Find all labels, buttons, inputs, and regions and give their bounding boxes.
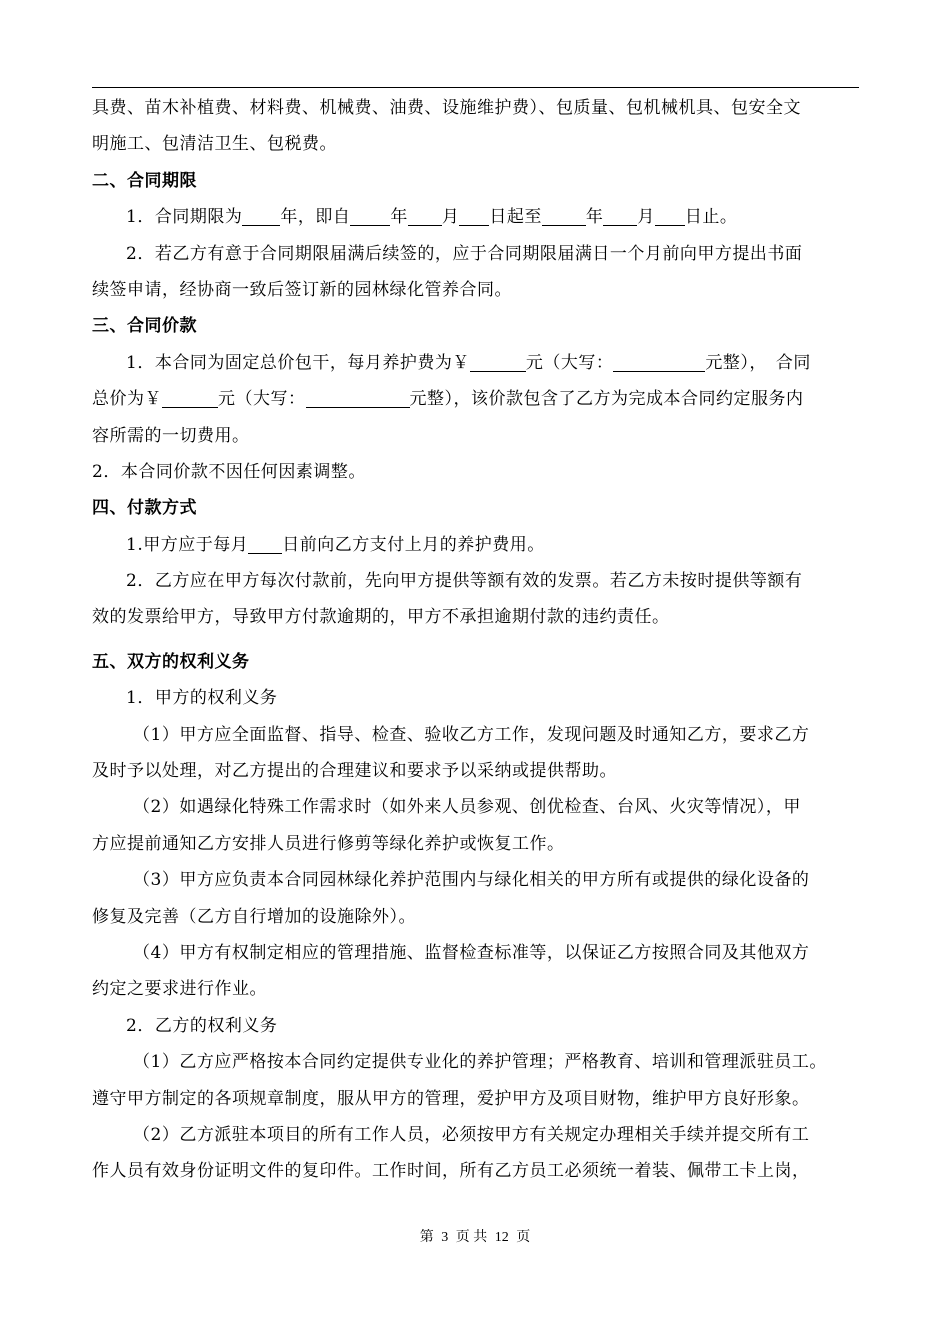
blank-total-price	[162, 385, 218, 408]
party-b-clause-2-line-1: （2）乙方派驻本项目的所有工作人员，必须按甲方有关规定办理相关手续并提交所有工	[133, 1124, 810, 1145]
text: 元整）， 合同	[705, 352, 811, 373]
page-footer	[0, 1226, 950, 1246]
blank-monthly-fee	[470, 349, 526, 372]
text: 1.甲方应于每月	[126, 534, 249, 555]
text: 日起至	[489, 207, 542, 228]
price-item-1-line-3: 容所需的一切费用。	[92, 425, 250, 446]
contract-term-item-2-line-1: 2．若乙方有意于合同期限届满后续签的，应于合同期限届满日一个月前向甲方提出书面	[126, 243, 803, 264]
text: 1．本合同为固定总价包干，每月养护费为￥	[126, 352, 470, 373]
payment-item-2-line-2: 效的发票给甲方，导致甲方付款逾期的，甲方不承担逾期付款的违约责任。	[92, 607, 670, 628]
total-pages-number: 12	[494, 1230, 509, 1245]
blank-total-price-words	[306, 385, 410, 408]
section-heading-rights-obligations: 五、双方的权利义务	[92, 651, 250, 672]
text: 元（大写：	[525, 352, 614, 373]
party-a-rights-heading: 1．甲方的权利义务	[126, 688, 278, 709]
text: 年	[390, 207, 408, 228]
text: 元整），该价款包含了乙方为完成本合同约定服务内	[409, 389, 804, 410]
section-heading-contract-term: 二、合同期限	[92, 170, 197, 191]
party-a-clause-2-line-2: 方应提前通知乙方安排人员进行修剪等绿化养护或恢复工作。	[92, 833, 565, 854]
text: 1．合同期限为	[126, 207, 243, 228]
current-page-number: 3	[441, 1230, 449, 1245]
footer-label-end: 页	[516, 1230, 531, 1245]
footer-label-page: 第	[419, 1230, 434, 1245]
party-a-clause-3-line-2: 修复及完善（乙方自行增加的设施除外）。	[92, 906, 416, 927]
party-a-clause-4-line-1: （4）甲方有权制定相应的管理措施、监督检查标准等，以保证乙方按照合同及其他双方	[133, 942, 810, 963]
party-b-clause-2-line-2: 作人员有效身份证明文件的复印件。工作时间，所有乙方员工必须统一着装、佩带工卡上岗，	[92, 1161, 810, 1182]
blank-end-year	[542, 203, 586, 226]
price-item-1-line-1	[92, 345, 859, 381]
party-a-clause-1-line-2: 及时予以处理，对乙方提出的合理建议和要求予以采纳或提供帮助。	[92, 761, 617, 782]
party-a-clause-1-line-1: （1）甲方应全面监督、指导、检查、验收乙方工作，发现问题及时通知乙方，要求乙方	[133, 724, 810, 745]
header-rule	[92, 87, 859, 88]
continued-text-line-1: 具费、苗木补植费、材料费、机械费、油费、设施维护费）、包质量、包机械机具、包安全文	[92, 98, 801, 118]
text: 年	[585, 207, 604, 228]
text: 元（大写：	[218, 389, 306, 410]
party-b-clause-1-line-1: （1）乙方应严格按本合同约定提供专业化的养护管理；严格教育、培训和管理派驻员工。	[133, 1052, 827, 1073]
text: 年，即自	[280, 207, 351, 228]
party-b-rights-heading: 2．乙方的权利义务	[126, 1015, 278, 1036]
party-b-clause-1-line-2: 遵守甲方制定的各项规章制度，服从甲方的管理，爱护甲方及项目财物，维护甲方良好形象。	[92, 1088, 810, 1109]
text: 总价为￥	[92, 389, 162, 410]
blank-start-month	[408, 203, 442, 226]
blank-end-month	[603, 203, 637, 226]
payment-item-1	[92, 527, 859, 563]
text: 日前向乙方支付上月的养护费用。	[282, 534, 545, 555]
blank-years	[242, 203, 280, 226]
page-content	[92, 90, 859, 1190]
blank-start-day	[459, 203, 489, 226]
party-a-clause-4-line-2: 约定之要求进行作业。	[92, 979, 267, 1000]
blank-monthly-fee-words	[613, 349, 705, 372]
blank-start-year	[350, 203, 390, 226]
party-a-clause-3-line-1: （3）甲方应负责本合同园林绿化养护范围内与绿化相关的甲方所有或提供的绿化设备的	[133, 870, 810, 891]
text: 月	[441, 207, 460, 228]
price-item-2: 2．本合同价款不因任何因素调整。	[92, 461, 366, 482]
party-a-clause-2-line-1: （2）如遇绿化特殊工作需求时（如外来人员参观、创优检查、台风、火灾等情况），甲	[133, 797, 801, 818]
text: 日止。	[684, 207, 738, 228]
payment-item-2-line-1: 2．乙方应在甲方每次付款前，先向甲方提供等额有效的发票。若乙方未按时提供等额有	[126, 571, 803, 592]
text: 月	[637, 207, 655, 228]
continued-text-line-2: 明施工、包清洁卫生、包税费。	[92, 134, 337, 155]
section-heading-contract-price: 三、合同价款	[92, 316, 197, 337]
contract-term-item-2-line-2: 续签申请，经协商一致后签订新的园林绿化管养合同。	[92, 279, 512, 300]
contract-term-item-1	[92, 199, 859, 235]
blank-payment-day	[248, 531, 282, 554]
blank-end-day	[655, 203, 685, 226]
footer-label-of: 页 共	[455, 1230, 488, 1245]
section-heading-payment: 四、付款方式	[92, 498, 197, 519]
price-item-1-line-2	[92, 381, 859, 417]
